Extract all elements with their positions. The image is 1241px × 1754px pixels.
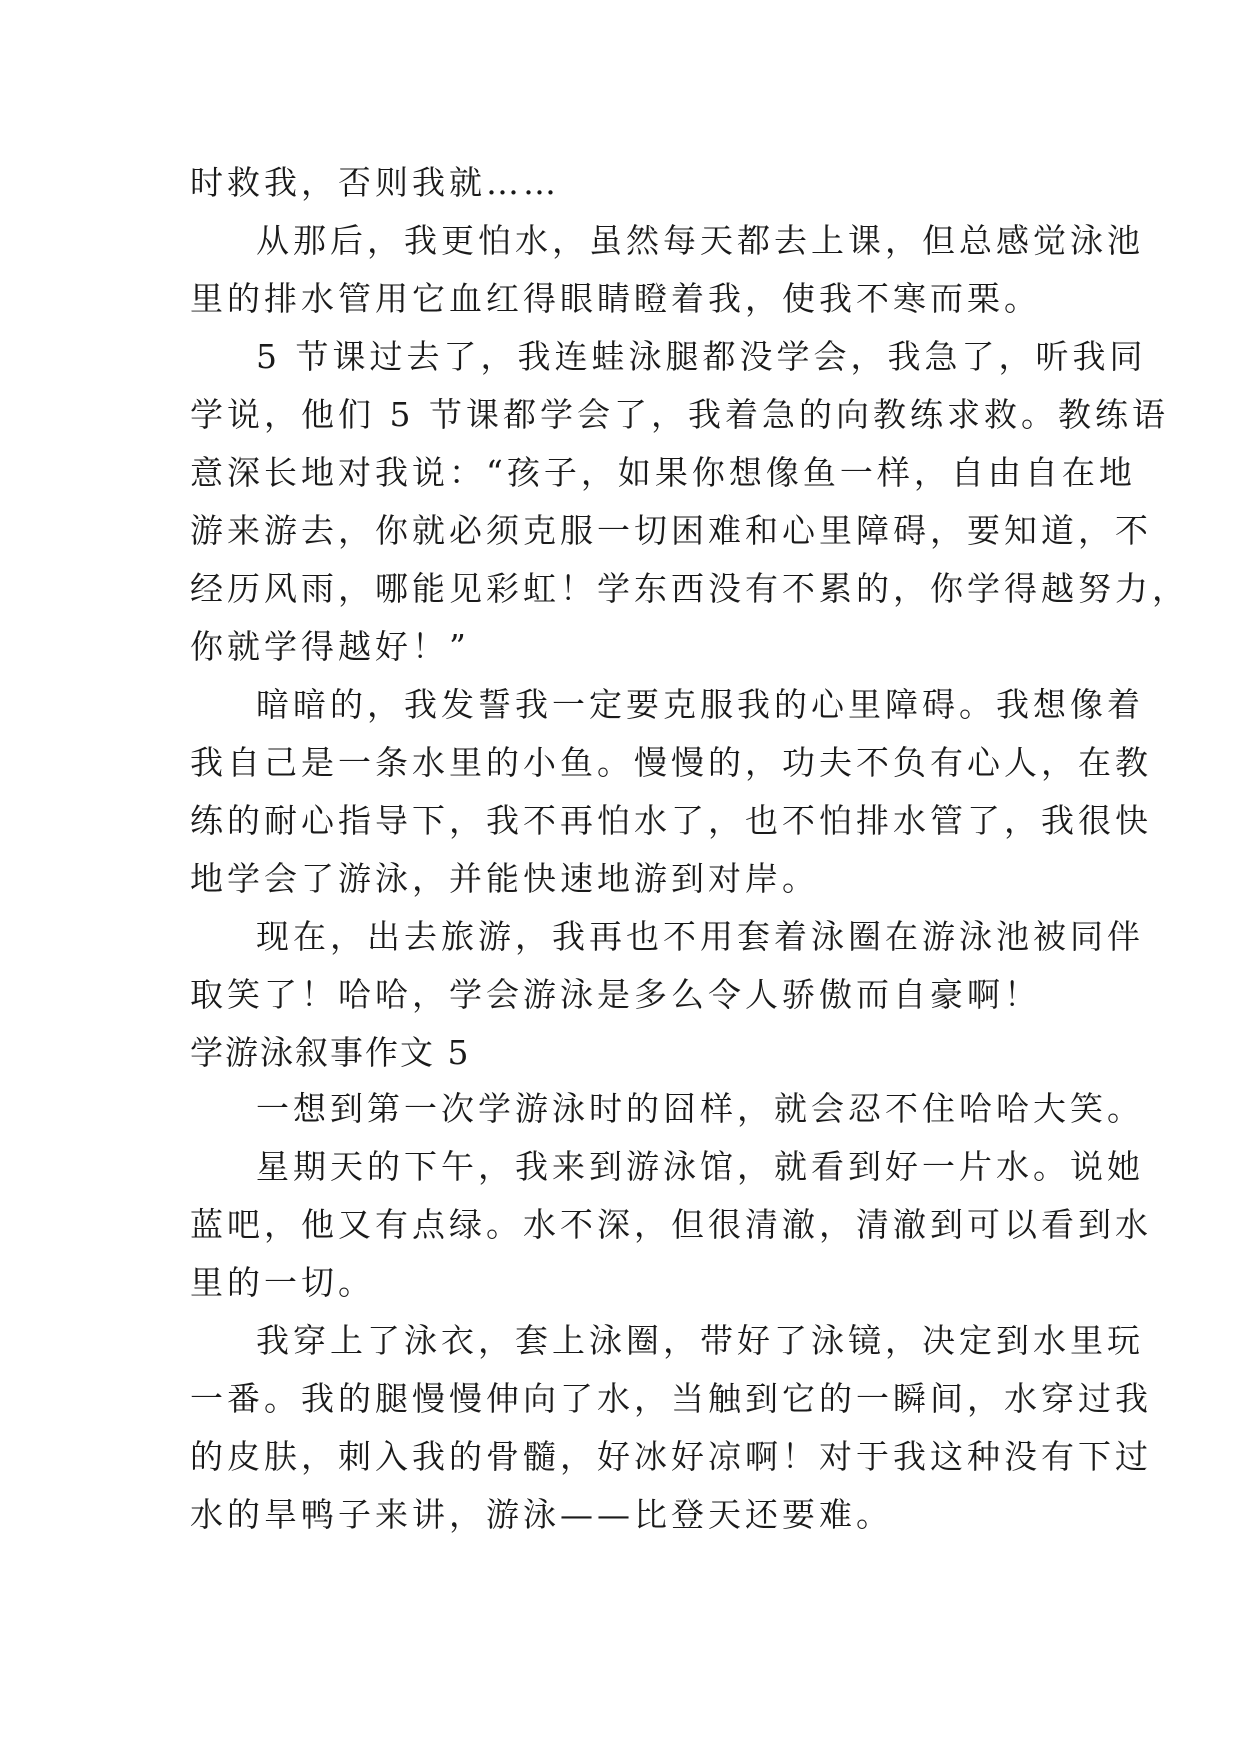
text-line: 蓝吧，他又有点绿。水不深，但很清澈，清澈到可以看到水 <box>190 1205 1152 1244</box>
text-line: 经历风雨，哪能见彩虹！学东西没有不累的，你学得越努力， <box>190 569 1189 608</box>
text-line: 取笑了！哈哈，学会游泳是多么令人骄傲而自豪啊！ <box>190 975 1041 1014</box>
text-line: 一想到第一次学游泳时的囧样，就会忍不住哈哈大笑。 <box>256 1089 1144 1128</box>
text-line: 游来游去，你就必须克服一切困难和心里障碍，要知道，不 <box>190 511 1152 550</box>
text-line: 现在，出去旅游，我再也不用套着泳圈在游泳池被同伴 <box>256 917 1144 956</box>
text-line: 一番。我的腿慢慢伸向了水，当触到它的一瞬间，水穿过我 <box>190 1379 1152 1418</box>
section-heading: 学游泳叙事作文 5 <box>190 1033 471 1072</box>
text-line: 意深长地对我说：“孩子，如果你想像鱼一样，自由自在地 <box>190 453 1136 492</box>
text-line: 里的一切。 <box>190 1263 375 1302</box>
text-line: 时救我，否则我就…… <box>190 163 560 202</box>
text-line: 5 节课过去了，我连蛙泳腿都没学会，我急了，听我同 <box>256 337 1147 376</box>
text-line: 你就学得越好！” <box>190 627 470 666</box>
text-line: 水的旱鸭子来讲，游泳——比登天还要难。 <box>190 1495 893 1534</box>
text-line: 的皮肤，刺入我的骨髓，好冰好凉啊！对于我这种没有下过 <box>190 1437 1152 1476</box>
text-line: 我穿上了泳衣，套上泳圈，带好了泳镜，决定到水里玩 <box>256 1321 1144 1360</box>
text-line: 我自己是一条水里的小鱼。慢慢的，功夫不负有心人，在教 <box>190 743 1152 782</box>
text-line: 星期天的下午，我来到游泳馆，就看到好一片水。说她 <box>256 1147 1144 1186</box>
text-line: 地学会了游泳，并能快速地游到对岸。 <box>190 859 819 898</box>
text-line: 练的耐心指导下，我不再怕水了，也不怕排水管了，我很快 <box>190 801 1152 840</box>
text-line: 学说，他们 5 节课都学会了，我着急的向教练求救。教练语 <box>190 395 1169 434</box>
text-line: 里的排水管用它血红得眼睛瞪着我，使我不寒而栗。 <box>190 279 1041 318</box>
essay-body <box>190 154 1189 1544</box>
text-line: 从那后，我更怕水，虽然每天都去上课，但总感觉泳池 <box>256 221 1144 260</box>
text-line: 暗暗的，我发誓我一定要克服我的心里障碍。我想像着 <box>256 685 1144 724</box>
